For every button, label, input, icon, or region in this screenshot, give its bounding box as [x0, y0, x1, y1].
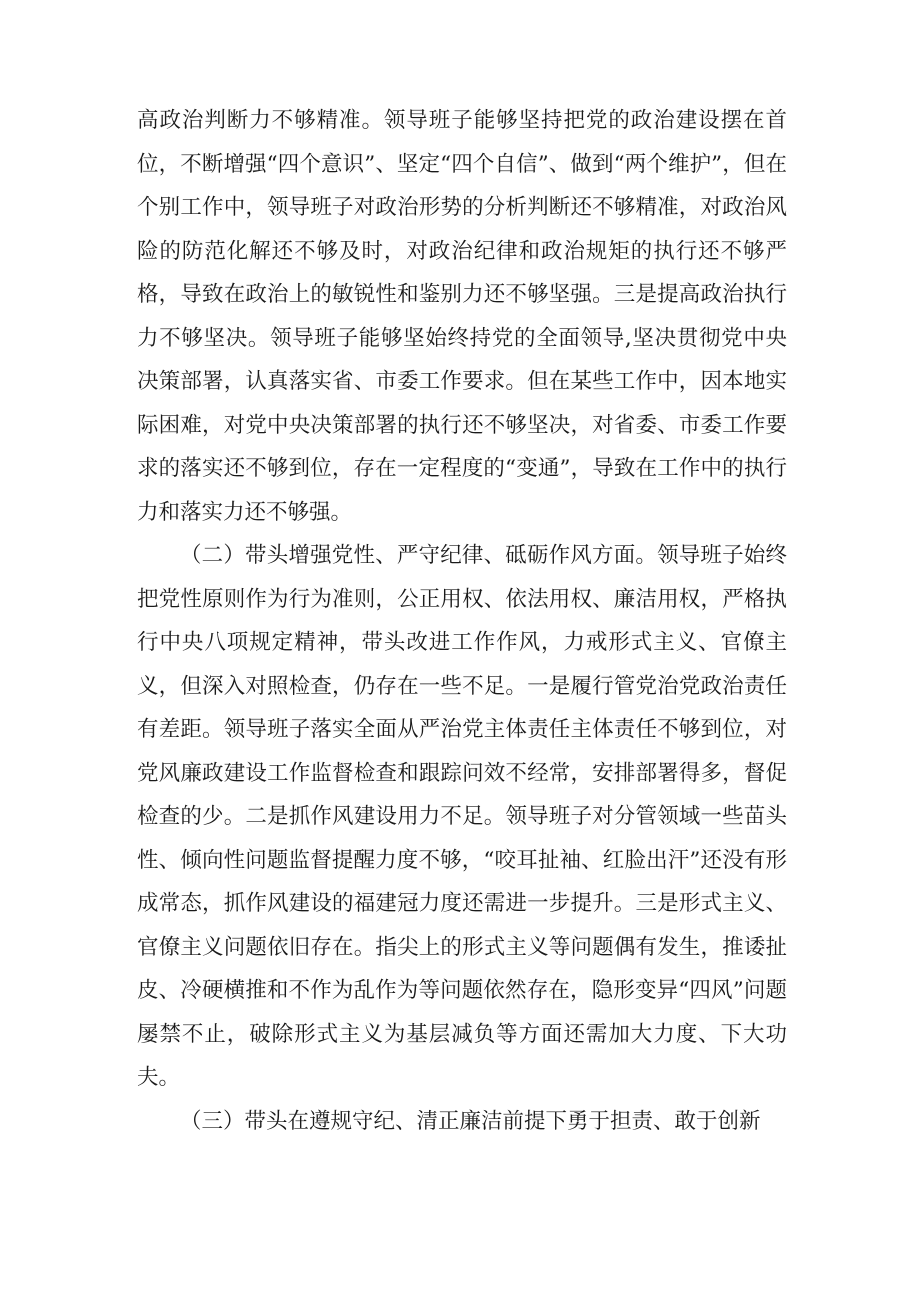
paragraph-section-two: （二）带头增强党性、严守纪律、砥砺作风方面。领导班子始终把党性原则作为行为准则，公正用权、依法用权、廉洁用权，严格执行中央八项规定精神，带头改进工作作风，力戒形式主义、官僚主义，但深入对照检查，仍存在一些不足。一是履行管党治党政治责任有差距。领导班子落实全面从严治党主体责任主体责任不够到位，对党风廉政建设工作监督检查和跟踪问效不经常，安排部署得多，督促检查的少。二是抓作风建设用力不足。领导班子对分管领域一些苗头性、倾向性问题监督提醒力度不够，“咬耳扯袖、红脸出汗”还没有形成常态，抓作风建设的福建冠力度还需进一步提升。三是形式主义、官僚主义问题依旧存在。指尖上的形式主义等问题偶有发生，推诿扯皮、冷硬横推和不作为乱作为等问题依然存在，隐形变异“四风”问题屡禁不止，破除形式主义为基层减负等方面还需加大力度、下大功夫。 — [137, 543, 787, 1090]
paragraph-section-three: （三）带头在遵规守纪、清正廉洁前提下勇于担责、敢于创新 — [180, 1108, 761, 1134]
document-body — [137, 99, 787, 1143]
paragraph-continuation: 高政治判断力不够精准。领导班子能够坚持把党的政治建设摆在首位，不断增强“四个意识”、坚定“四个自信”、做到“两个维护”，但在个别工作中，领导班子对政治形势的分析判断还不够精准，对政治风险的防范化解还不够及时，对政治纪律和政治规矩的执行还不够严格，导致在政治上的敏锐性和鉴别力还不够坚强。三是提高政治执行力不够坚决。领导班子能够坚始终持党的全面领导,坚决贯彻党中央决策部署，认真落实省、市委工作要求。但在某些工作中，因本地实际困难，对党中央决策部署的执行还不够坚决，对省委、市委工作要求的落实还不够到位，存在一定程度的“变通”，导致在工作中的执行力和落实力还不够强。 — [137, 108, 787, 525]
